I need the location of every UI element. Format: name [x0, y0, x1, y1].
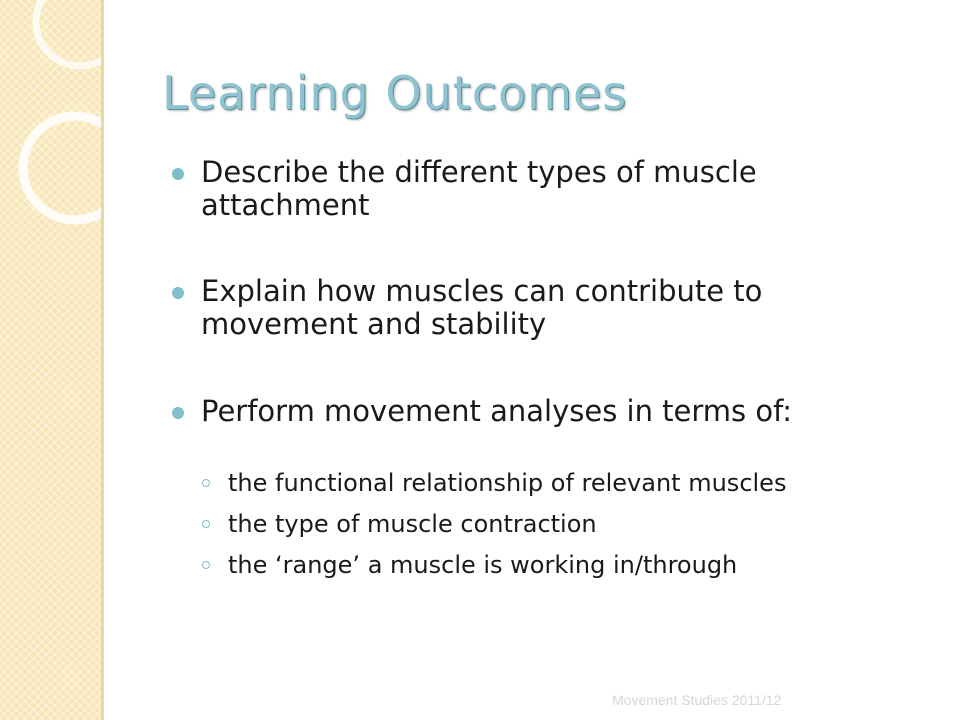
sub-bullet-item	[202, 470, 892, 496]
bullet-dot-icon	[172, 168, 184, 180]
sub-bullet-list	[172, 470, 892, 578]
sub-bullet-text: the ‘range’ a muscle is working in/through	[228, 551, 738, 579]
bullet-item	[172, 156, 892, 222]
sub-bullet-item	[202, 511, 892, 537]
sub-bullet-ring-icon	[202, 520, 210, 528]
decorative-rings-icon	[0, 0, 104, 720]
sub-bullet-ring-icon	[202, 479, 210, 487]
bullet-dot-icon	[172, 287, 184, 299]
slide-content	[172, 156, 892, 593]
bullet-text: Explain how muscles can contribute to movement and stability	[201, 274, 763, 341]
bullet-item	[172, 395, 892, 428]
slide-title: Learning Outcomes	[162, 66, 628, 120]
bullet-text: Perform movement analyses in terms of:	[201, 394, 793, 428]
bullet-text: Describe the different types of muscle attachment	[201, 155, 757, 222]
sub-bullet-text: the functional relationship of relevant muscles	[228, 469, 787, 497]
sub-bullet-item	[202, 552, 892, 578]
sub-bullet-text: the type of muscle contraction	[228, 510, 597, 538]
bullet-dot-icon	[172, 407, 184, 419]
slide-footer: Movement Studies 2011/12	[612, 692, 782, 708]
bullet-item	[172, 275, 892, 341]
sub-bullet-ring-icon	[202, 561, 210, 569]
decorative-side-panel	[0, 0, 104, 720]
